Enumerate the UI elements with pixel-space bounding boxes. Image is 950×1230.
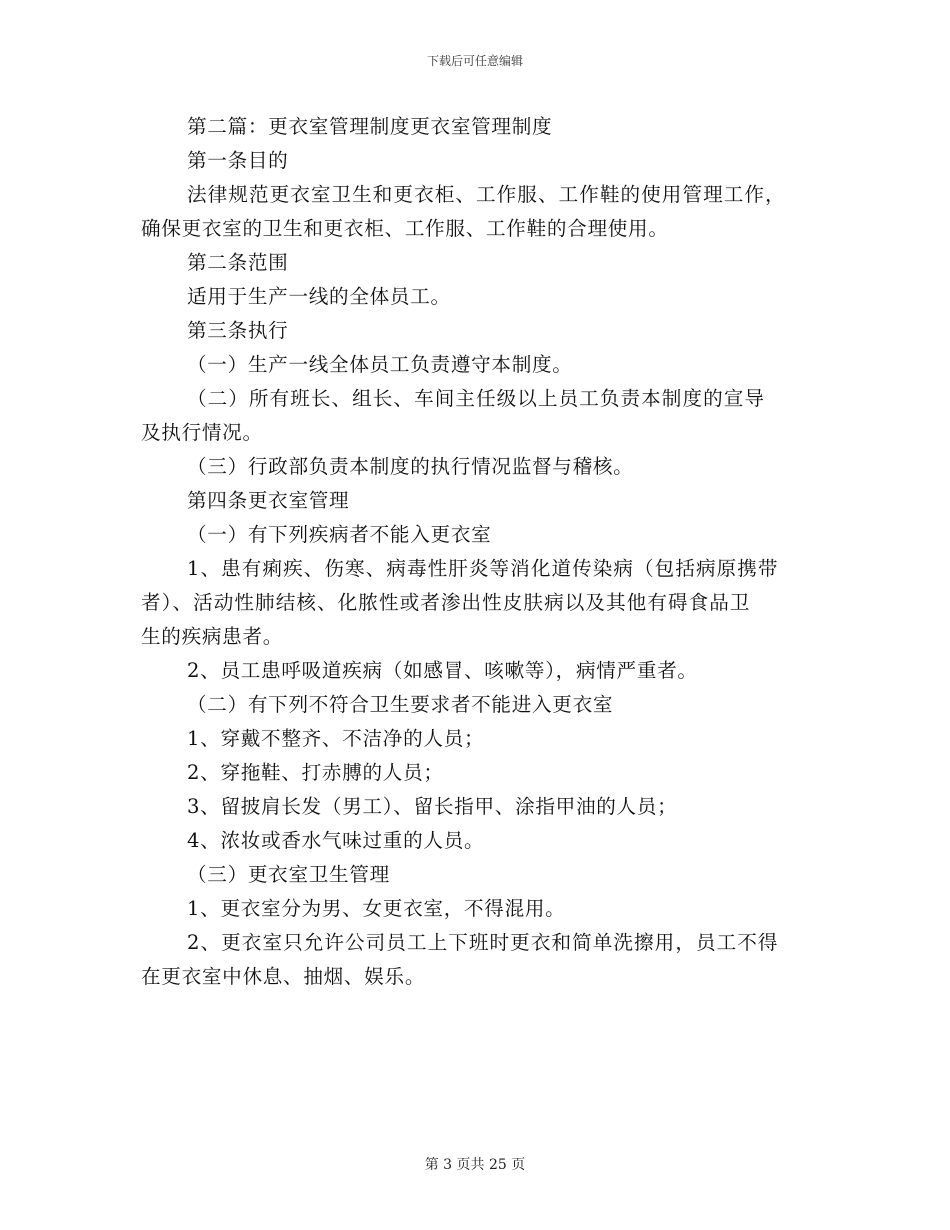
page-footer: 第 3 页共 25 页 [424, 1157, 526, 1173]
paragraph-line: 在更衣室中休息、抽烟、娱乐。 [141, 965, 426, 988]
list-item: 1、穿戴不整齐、不洁净的人员； [187, 727, 485, 750]
list-item: 4、浓妆或香水气味过重的人员。 [187, 829, 485, 852]
paragraph-line: 适用于生产一线的全体员工。 [187, 285, 451, 308]
article-heading: 第二条范围 [187, 251, 289, 274]
article-heading: 第四条更衣室管理 [187, 489, 350, 512]
section-title: 第二篇：更衣室管理制度更衣室管理制度 [187, 115, 553, 138]
list-item: （二）有下列不符合卫生要求者不能进入更衣室 [187, 693, 614, 716]
list-item: 1、更衣室分为男、女更衣室，不得混用。 [187, 897, 566, 920]
article-heading: 第一条目的 [187, 149, 289, 172]
list-item: 3、留披肩长发（男工）、留长指甲、涂指甲油的人员； [187, 795, 678, 818]
paragraph-line: 法律规范更衣室卫生和更衣柜、工作服、工作鞋的使用管理工作， [187, 183, 786, 206]
list-item: （三）更衣室卫生管理 [187, 863, 390, 886]
paragraph-line: 者）、活动性肺结核、化脓性或者渗出性皮肤病以及其他有碍食品卫 [141, 591, 751, 614]
list-item: （一）生产一线全体员工负责遵守本制度。 [187, 353, 573, 376]
page-header: 下载后可任意编辑 [426, 54, 523, 68]
paragraph-line: 生的疾病患者。 [141, 625, 284, 648]
paragraph-line: 及执行情况。 [141, 421, 263, 444]
list-item: 1、患有痢疾、伤寒、病毒性肝炎等消化道传染病（包括病原携带 [187, 557, 779, 580]
list-item: 2、穿拖鞋、打赤膊的人员； [187, 761, 444, 784]
list-item: （三）行政部负责本制度的执行情况监督与稽核。 [187, 455, 634, 478]
article-heading: 第三条执行 [187, 319, 289, 342]
list-item: （一）有下列疾病者不能入更衣室 [187, 523, 492, 546]
list-item: 2、员工患呼吸道疾病（如感冒、咳嗽等），病情严重者。 [187, 659, 698, 682]
list-item: （二）所有班长、组长、车间主任级以上员工负责本制度的宣导 [187, 387, 766, 410]
paragraph-line: 确保更衣室的卫生和更衣柜、工作服、工作鞋的合理使用。 [141, 217, 669, 240]
document-body [141, 110, 813, 994]
list-item: 2、更衣室只允许公司员工上下班时更衣和简单洗擦用，员工不得 [187, 931, 779, 954]
